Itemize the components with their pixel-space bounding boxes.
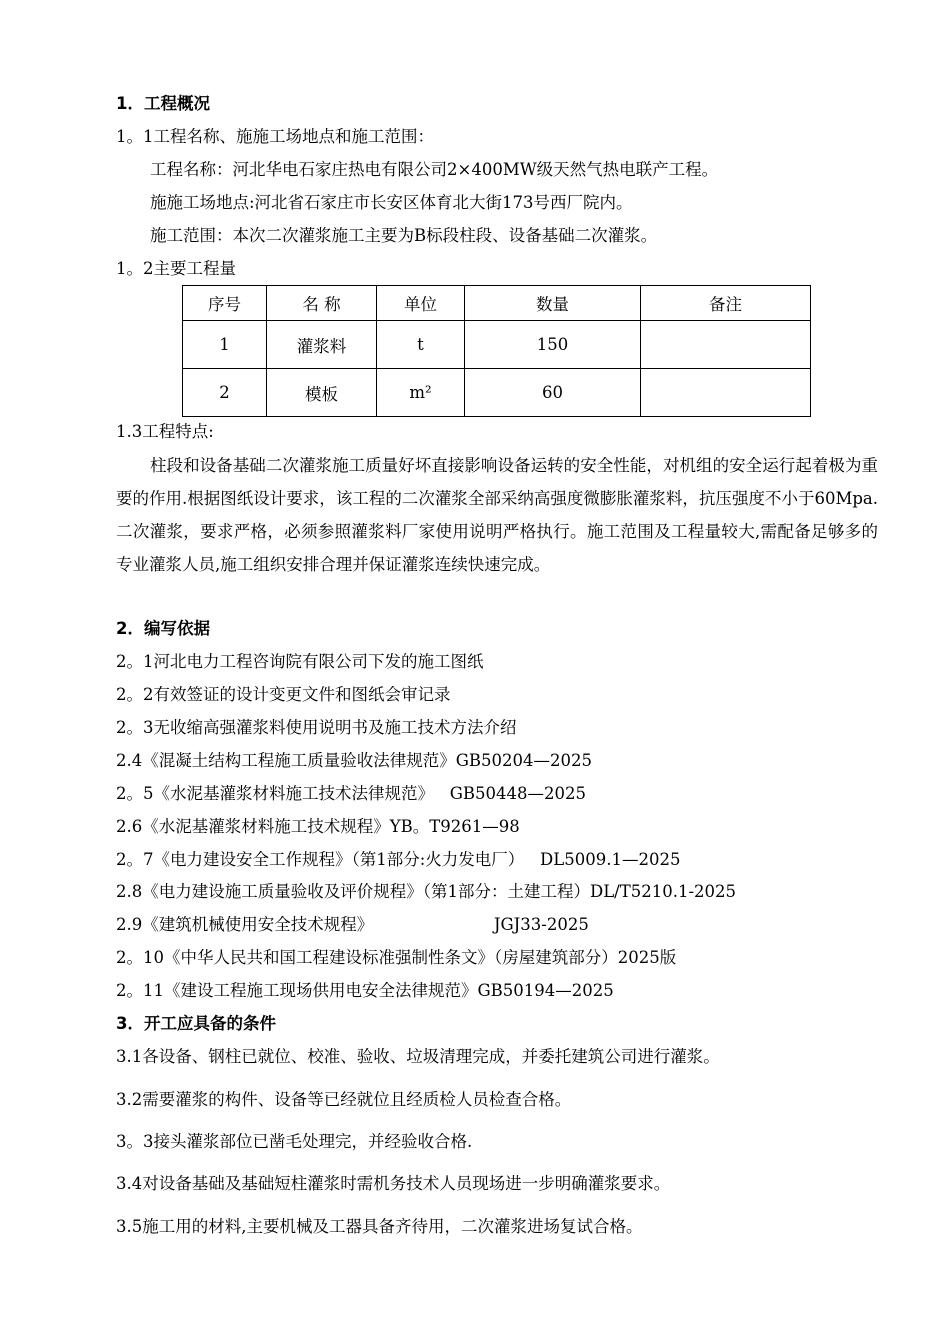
table-cell: 60 xyxy=(465,369,641,417)
section-3-heading: 3．开工应具备的条件 xyxy=(116,1014,276,1033)
section-2-heading: 2．编写依据 xyxy=(116,619,210,638)
table-cell: 2 xyxy=(183,369,267,417)
section-1-2-heading: 1。2主要工程量 xyxy=(116,259,236,278)
reference-item: 2。3无收缩高强灌浆料使用说明书及施工技术方法介绍 xyxy=(116,718,517,737)
construction-site: 施施工场地点:河北省石家庄市长安区体育北大街173号西厂院内。 xyxy=(150,193,633,212)
table-header-cell: 序号 xyxy=(183,286,267,321)
reference-item: 2。7《电力建设安全工作规程》（第1部分:火力发电厂） DL5009.1—2025 xyxy=(116,850,681,869)
section-1-heading: 1．工程概况 xyxy=(116,94,210,113)
reference-item: 2。1河北电力工程咨询院有限公司下发的施工图纸 xyxy=(116,652,484,671)
section-1-3-heading: 1.3工程特点: xyxy=(116,422,214,441)
table-cell xyxy=(641,321,811,369)
table-header-row xyxy=(183,286,811,321)
table-header-cell: 备注 xyxy=(641,286,811,321)
reference-item: 2。10《中华人民共和国工程建设标准强制性条文》（房屋建筑部分）2025版 xyxy=(116,948,677,967)
reference-item: 2.9《建筑机械使用安全技术规程》 JGJ33-2025 xyxy=(116,915,589,934)
table-cell: 150 xyxy=(465,321,641,369)
reference-item: 2.4《混凝土结构工程施工质量验收法律规范》GB50204—2025 xyxy=(116,751,593,770)
table-header-cell: 名 称 xyxy=(267,286,377,321)
reference-item: 2.8《电力建设施工质量验收及评价规程》（第1部分：土建工程）DL/T5210.1-2025 xyxy=(116,882,737,901)
table-cell: 灌浆料 xyxy=(267,321,377,369)
table-cell: m² xyxy=(377,369,465,417)
table-header-cell: 数量 xyxy=(465,286,641,321)
condition-item: 3.4对设备基础及基础短柱灌浆时需机务技术人员现场进一步明确灌浆要求。 xyxy=(116,1174,671,1193)
condition-item: 3。3接头灌浆部位已凿毛处理完，并经验收合格. xyxy=(116,1132,473,1151)
condition-item: 3.1各设备、钢柱已就位、校准、验收、垃圾清理完成，并委托建筑公司进行灌浆。 xyxy=(116,1047,720,1066)
condition-item: 3.2需要灌浆的构件、设备等已经就位且经质检人员检查合格。 xyxy=(116,1090,572,1109)
table-cell: t xyxy=(377,321,465,369)
section-1-1-heading: 1。1工程名称、施施工场地点和施工范围： xyxy=(116,127,434,146)
reference-item: 2。5《水泥基灌浆材料施工技术法律规范》 GB50448—2025 xyxy=(116,784,587,803)
reference-item: 2。2有效签证的设计变更文件和图纸会审记录 xyxy=(116,685,451,704)
reference-item: 2.6《水泥基灌浆材料施工技术规程》YB。T9261—98 xyxy=(116,817,520,836)
table-cell xyxy=(641,369,811,417)
construction-scope: 施工范围：本次二次灌浆施工主要为B标段柱段、设备基础二次灌浆。 xyxy=(150,226,658,245)
table-row xyxy=(183,321,811,369)
project-name: 工程名称：河北华电石家庄热电有限公司2×400MW级天然气热电联产工程。 xyxy=(150,160,719,179)
table-cell: 1 xyxy=(183,321,267,369)
table-row xyxy=(183,369,811,417)
project-features-paragraph: 柱段和设备基础二次灌浆施工质量好坏直接影响设备运转的安全性能，对机组的安全运行起着极为重要的作用.根据图纸设计要求，该工程的二次灌浆全部采纳高强度微膨胀灌浆料，抗压强度不小于60Mpa.二次灌浆，要求严格，必须参照灌浆料厂家使用说明严格执行。施工范围及工程量较大,需配备足够多的专业灌浆人员,施工组织安排合理并保证灌浆连续快速完成。 xyxy=(116,456,878,574)
table-header-cell: 单位 xyxy=(377,286,465,321)
condition-item: 3.5施工用的材料,主要机械及工器具备齐待用，二次灌浆进场复试合格。 xyxy=(116,1217,643,1236)
quantity-table xyxy=(182,285,811,417)
table-cell: 模板 xyxy=(267,369,377,417)
reference-item: 2。11《建设工程施工现场供用电安全法律规范》GB50194—2025 xyxy=(116,981,614,1000)
